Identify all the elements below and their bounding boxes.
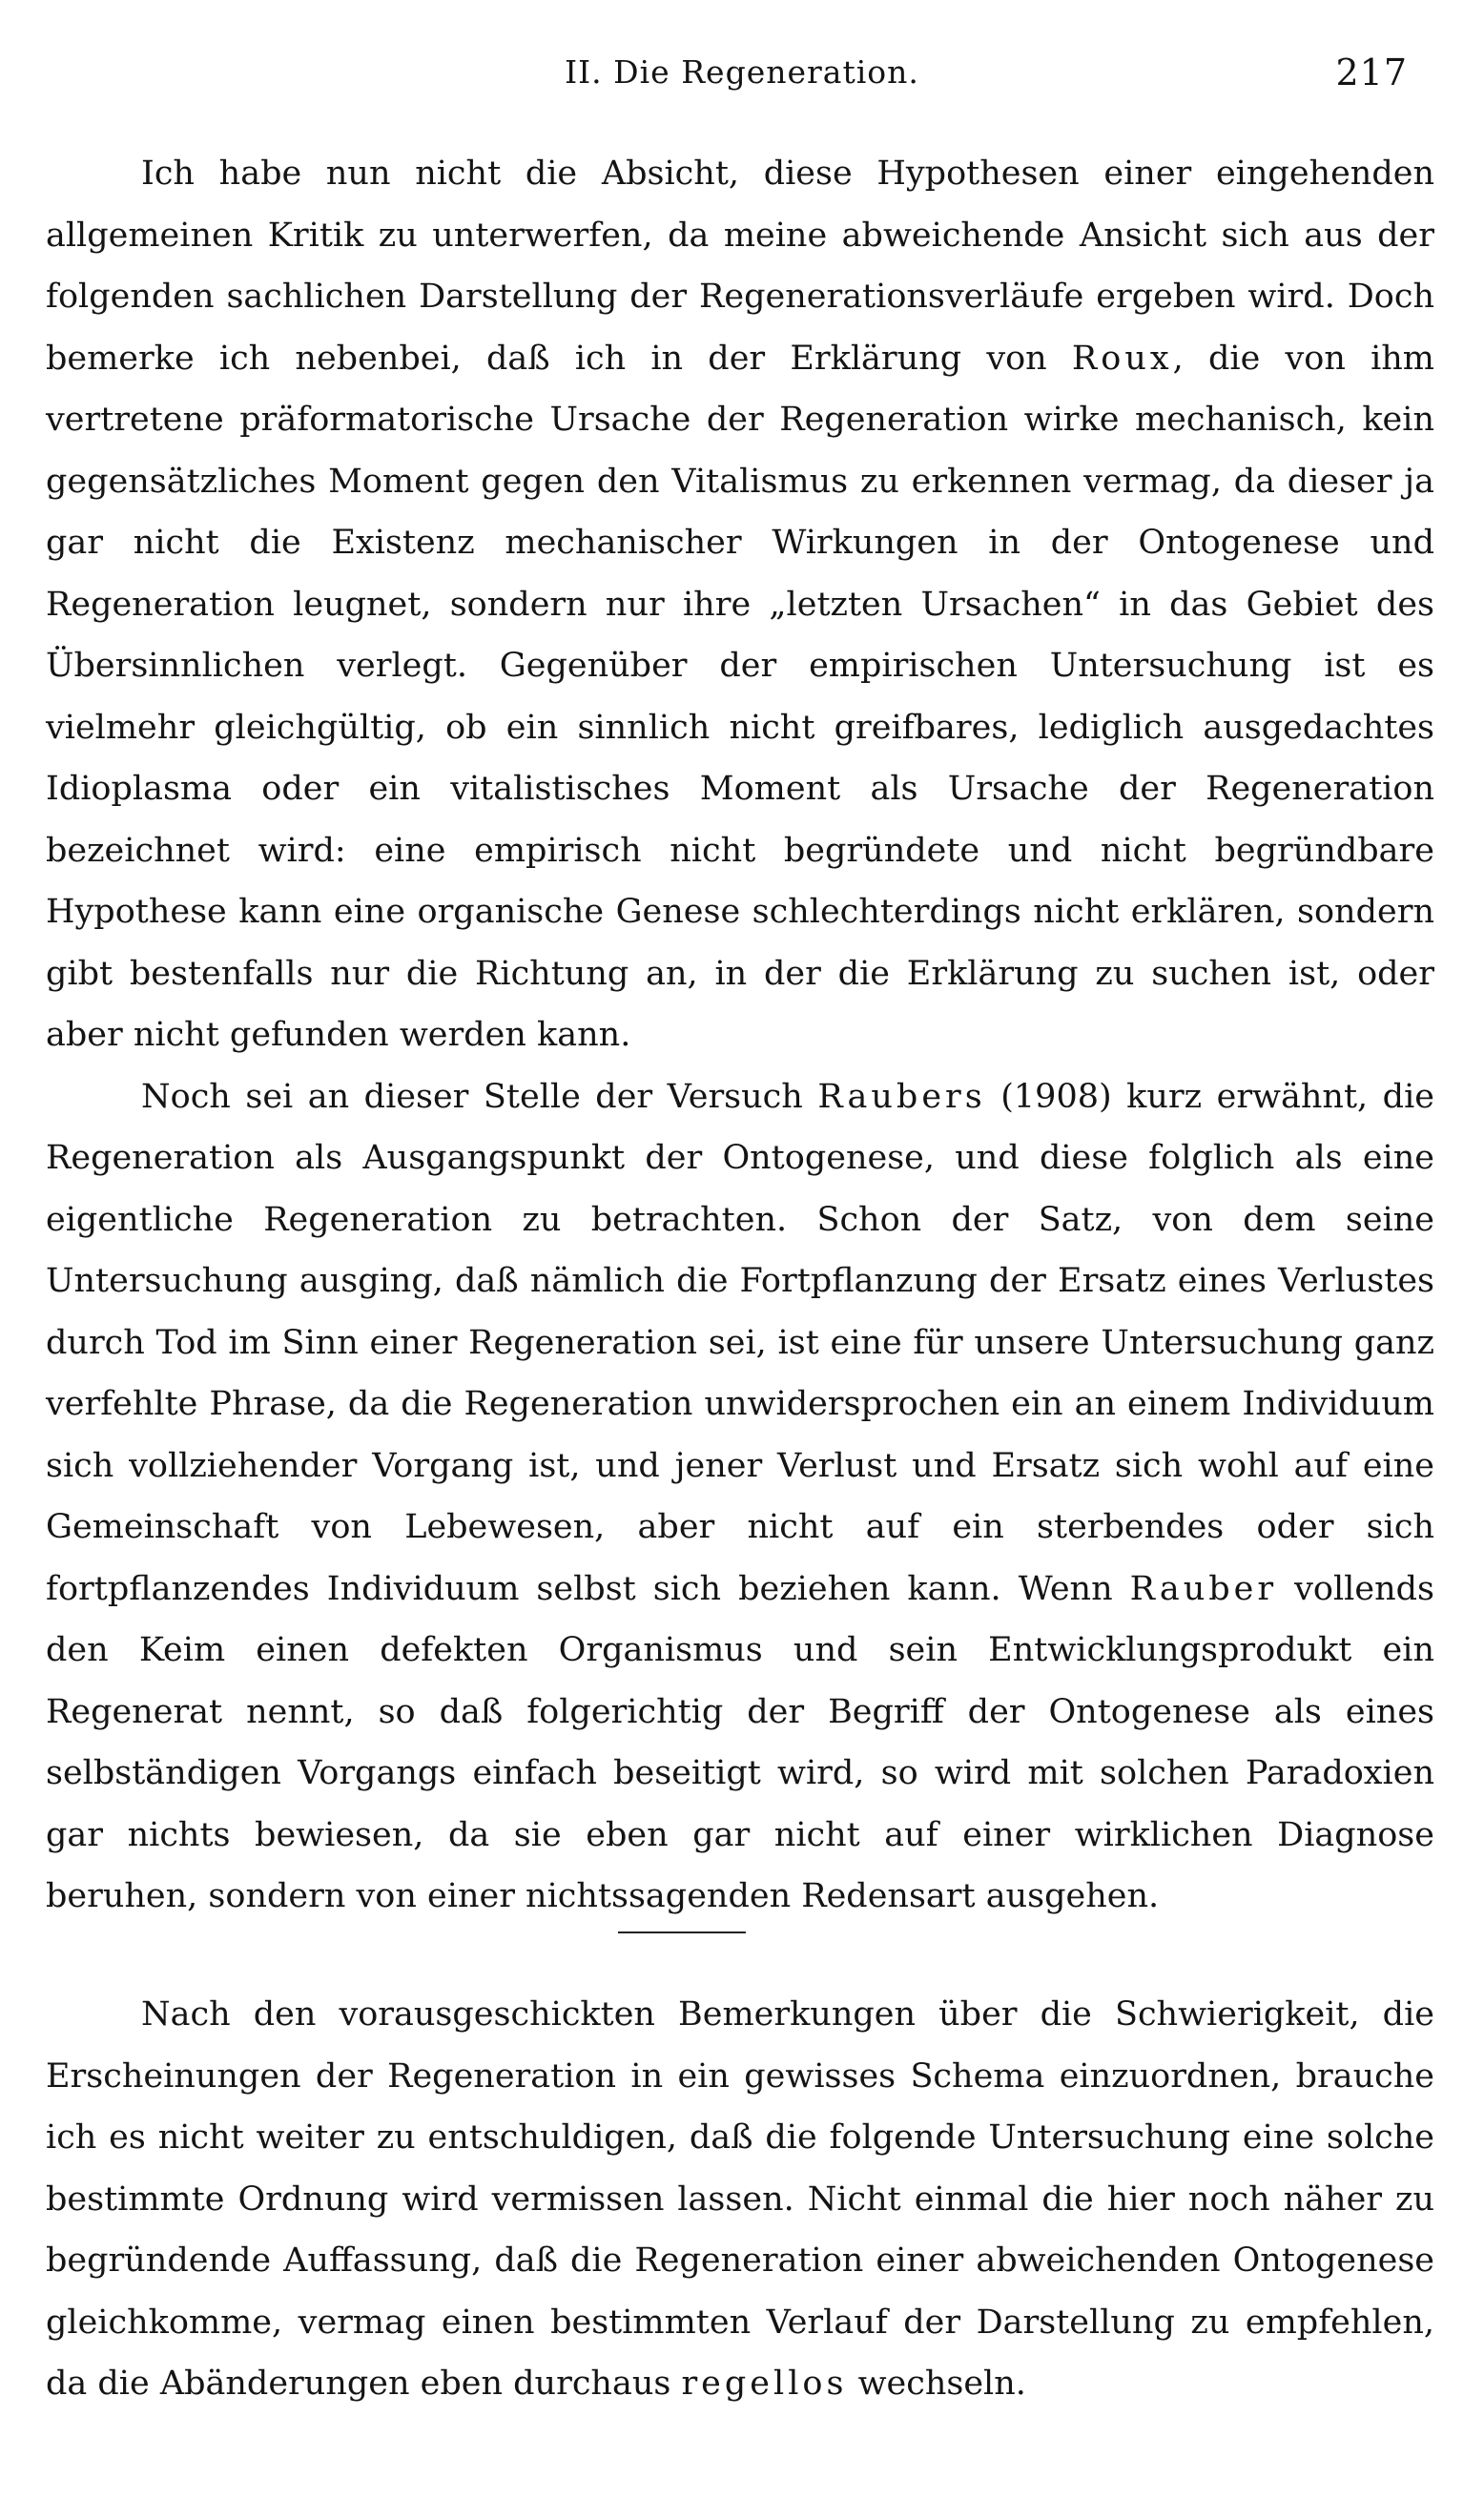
author-name-rauber: Rauber [1129, 1569, 1278, 1608]
author-name-roux: Roux [1071, 339, 1173, 378]
paragraph-2-text-b: (1908) kurz erwähnt, die Regeneration als Ausgangspunkt der Ontogenese, und diese folglich als eine eigentliche Regeneration zu betrachten. Schon der Satz, von dem seine Untersuchung ausging, daß nämlich die Fortpflanzung der Ersatz eines Verlustes durch Tod im Sinn einer Regeneration sei, ist eine für unsere Untersuchung ganz verfehlte Phrase, da die Regeneration unwidersprochen ein an einem Individuum sich vollziehender Vorgang ist, und jener Verlust und Ersatz sich wohl auf eine Gemeinschaft von Lebewesen, aber nicht auf ein sterbendes oder sich fortpflanzendes Individuum selbst sich beziehen kann. Wenn [46, 1077, 1434, 1608]
paragraph-3-text-a: Nach den vorausgeschickten Bemerkungen über die Schwierigkeit, die Erscheinungen der Regeneration in ein gewisses Schema einzuordnen, brauche ich es nicht weiter zu entschuldigen, daß die folgende Untersuchung eine solche bestimmte Ordnung wird vermissen lassen. Nicht einmal die hier noch näher zu begründende Auffassung, daß die Regeneration einer abweichenden Ontogenese gleichkomme, vermag einen bestimmten Verlauf der Darstellung zu empfehlen, da die Abänderungen eben durchaus [46, 1995, 1434, 2403]
paragraph-2-text-a: Noch sei an dieser Stelle der Versuch [141, 1077, 818, 1116]
paragraph-2-text-c: vollends den Keim einen defekten Organismus und sein Entwicklungsprodukt ein Regenerat nennt, so daß folgerichtig der Begriff der Ontogenese als eines selbständigen Vorgangs einfach beseitigt wird, so wird mit solchen Paradoxien gar nichts bewiesen, da sie eben gar nicht auf einer wirklichen Diagnose beruhen, sondern von einer nichtssagenden Redensart ausgehen. [46, 1569, 1434, 1915]
author-name-raubers: Raubers [817, 1077, 986, 1116]
section-text [46, 1984, 1434, 2415]
emphasis-regellos: regellos [681, 2365, 848, 2403]
page-number: 217 [1335, 52, 1408, 93]
paragraph-3 [46, 1984, 1434, 2415]
paragraph-2 [46, 1066, 1434, 1928]
main-text [46, 143, 1434, 1928]
paragraph-1 [46, 143, 1434, 1066]
paragraph-1-text-a: Ich habe nun nicht die Absicht, diese Hypothesen einer eingehenden allgemeinen Kritik zu unterwerfen, da meine abweichende Ansicht sich aus der folgenden sachlichen Darstellung der Regenerationsverläufe ergeben wird. Doch bemerke ich nebenbei, daß ich in der Erklärung von [46, 155, 1434, 378]
running-head: II. Die Regeneration. [565, 53, 919, 91]
section-divider [618, 1931, 746, 1933]
paragraph-1-text-b: , die von ihm vertretene präformatorische Ursache der Regeneration wirke mechanisch, kein gegensätzliches Moment gegen den Vitalismus zu erkennen vermag, da dieser ja gar nicht die Existenz mechanischer Wirkungen in der Ontogenese und Regeneration leugnet, sondern nur ihre „letzten Ursachen“ in das Gebiet des Übersinnlichen verlegt. Gegenüber der empirischen Untersuchung ist es vielmehr gleichgültig, ob ein sinnlich nicht greifbares, lediglich ausgedachtes Idioplasma oder ein vitalistisches Moment als Ursache der Regeneration bezeichnet wird: eine empirisch nicht begründete und nicht begründbare Hypothese kann eine organische Genese schlechterdings nicht erklären, sondern gibt bestenfalls nur die Richtung an, in der die Erklärung zu suchen ist, oder aber nicht gefunden werden kann. [46, 339, 1434, 1054]
page-header [38, 53, 1446, 111]
paragraph-3-text-b: wechseln. [847, 2365, 1026, 2403]
